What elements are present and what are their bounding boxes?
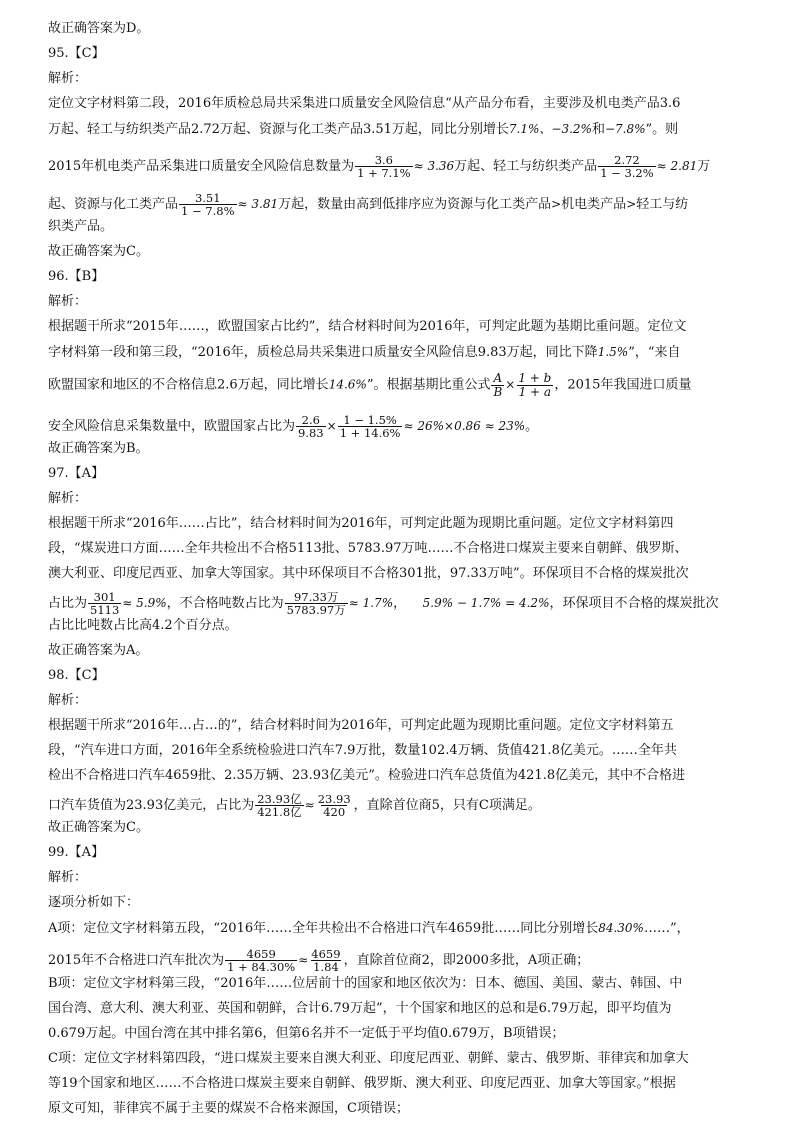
text-line: 织类产品。 xyxy=(48,219,114,234)
math-expression: ≈ 26%×0.86 ≈ 23% xyxy=(403,419,526,434)
text-run: 421.8亿 xyxy=(257,805,302,820)
math-expression: 14.6% xyxy=(328,377,367,392)
math-expression: ≈ 5.9% xyxy=(122,596,167,611)
answer-line: 故正确答案为C。 xyxy=(48,244,149,259)
text-line: 占比比吨数占比高4.2个百分点。 xyxy=(48,618,238,633)
formula-line xyxy=(48,793,541,818)
text-line: 根据题干所求“2016年……占比”，结合材料时间为2016年，可判定此题为现期比重问题。定位文字材料第四 xyxy=(48,516,674,531)
text-run: ， xyxy=(393,596,407,612)
math-expression: 5.9% − 1.7% = 4.2% xyxy=(422,596,550,611)
question-95-heading: 95.【C】 xyxy=(48,46,105,61)
text-run: 301 xyxy=(93,590,116,604)
text-run: 口汽车货值为23.93亿美元，占比为 xyxy=(48,798,255,814)
math-expression: 84.30% xyxy=(598,921,644,935)
formula-line xyxy=(48,591,718,616)
answer-line: 故正确答案为A。 xyxy=(48,643,149,658)
analysis-label: 解析： xyxy=(48,294,88,309)
text-run: 1 − 1.5% xyxy=(343,413,397,427)
formula-line xyxy=(48,948,589,973)
text-run: 1 − 7.8% xyxy=(181,204,235,219)
text-run: 2.6 xyxy=(301,413,320,427)
text-line: 原文可知，菲律宾不属于主要的煤炭不合格来源国，C项错误； xyxy=(48,1101,409,1116)
fraction xyxy=(598,154,655,179)
formula-line xyxy=(48,372,691,398)
text-run: 23.93亿 xyxy=(257,792,302,806)
text-run: ”，“来自 xyxy=(628,345,681,360)
text-run: 万起、轻工与纺织类产品 xyxy=(454,159,598,175)
text-run: 3.6 xyxy=(374,153,393,167)
text-line: 0.679万起。中国台湾在其中排名第6，但第6名并不一定低于平均值0.679万，B项错误； xyxy=(48,1026,565,1041)
math-expression: ≈ xyxy=(304,798,315,813)
text-line: 检出不合格进口汽车4659批、2.35万辆、23.93亿美元”。检验进口汽车总货值为421.8亿美元，其中不合格进 xyxy=(48,768,686,783)
math-expression: × xyxy=(326,419,337,434)
text-line: 段，“汽车进口方面，2016年全系统检验进口汽车7.9万批，数量102.4万辆、货值421.8亿美元。……全年共 xyxy=(48,743,677,758)
formula-line xyxy=(48,414,538,439)
text-run: 9.83 xyxy=(298,426,324,441)
fraction xyxy=(355,154,412,179)
fraction xyxy=(491,372,504,398)
text-run: 轻工与纺 xyxy=(636,197,689,213)
text-line: B项：定位文字材料第三段，“2016年……位居前十的国家和地区依次为：日本、德国、美国、蒙古、韩国、中 xyxy=(48,976,683,991)
fraction xyxy=(225,948,297,973)
answer-line: 故正确答案为D。 xyxy=(48,21,150,36)
text-run: 2015年机电类产品采集进口质量安全风险信息数量为 xyxy=(48,159,355,175)
text-run: 23.93 xyxy=(317,792,351,806)
text-line: 等19个国家和地区……不合格进口煤炭主要来自朝鲜、俄罗斯、澳大利亚、印度尼西亚、加拿大等国家。”根据 xyxy=(48,1076,676,1091)
text-line: 逐项分析如下： xyxy=(48,895,140,910)
text-run: 字材料第一段和第三段，“2016年，质检总局共采集进口质量安全风险信息9.83万起，同比下降 xyxy=(48,345,598,360)
fraction xyxy=(309,948,342,973)
text-run: 420 xyxy=(323,805,346,820)
answer-line: 故正确答案为B。 xyxy=(48,441,149,456)
math-expression: A xyxy=(493,371,503,385)
text-run: 1.84 xyxy=(313,960,339,975)
math-expression: > xyxy=(626,197,637,212)
text-run: ，2015年我国进口质量 xyxy=(554,377,692,393)
text-run: 2.72 xyxy=(614,153,640,167)
formula-line xyxy=(48,192,688,217)
text-run: 1 + 7.1% xyxy=(357,166,411,181)
fraction xyxy=(88,591,121,616)
text-line xyxy=(48,343,680,362)
question-99-heading: 99.【A】 xyxy=(48,845,105,860)
analysis-label: 解析： xyxy=(48,870,88,885)
text-run: 起、资源与化工类产品 xyxy=(48,197,179,213)
text-run: A项：定位文字材料第五段，“2016年……全年共检出不合格进口汽车4659批……同比分别增长 xyxy=(48,921,599,936)
math-expression: > xyxy=(551,197,562,212)
math-expression: 1 + b xyxy=(518,371,552,385)
text-line: 根据题干所求“2015年……，欧盟国家占比约”，结合材料时间为2016年，可判定此题为基期比重问题。定位文 xyxy=(48,319,687,334)
math-expression: ≈ 2.81 xyxy=(656,159,698,174)
text-line: C项：定位文字材料第四段，“进口煤炭主要来自澳大利亚、印度尼西亚、朝鲜、蒙古、俄罗斯、菲律宾和加拿大 xyxy=(48,1051,689,1066)
text-run: 万 xyxy=(697,159,711,175)
text-run: 5783.97万 xyxy=(286,603,346,618)
math-expression: ≈ xyxy=(298,953,309,968)
text-run: 2015年不合格进口汽车批次为 xyxy=(48,953,225,969)
text-line xyxy=(48,120,678,139)
question-97-heading: 97.【A】 xyxy=(48,466,105,481)
fraction xyxy=(316,793,353,818)
text-run: ，环保项目不合格的煤炭批次 xyxy=(549,596,719,612)
math-expression: ≈ 3.81 xyxy=(237,197,279,212)
text-run: 安全风险信息采集数量中，欧盟国家占比为 xyxy=(48,419,296,435)
text-run: 1 + 84.30% xyxy=(227,960,296,975)
text-run: 1 − 3.2% xyxy=(600,166,654,181)
text-run: 万起、轻工与纺织类产品2.72万起、资源与化工类产品3.51万起，同比分别增长 xyxy=(48,122,509,137)
math-expression: ≈ 3.36 xyxy=(413,159,455,174)
text-run: 和 xyxy=(591,122,605,137)
analysis-label: 解析： xyxy=(48,491,88,506)
question-96-heading: 96.【B】 xyxy=(48,269,105,284)
text-line: 澳大利亚、印度尼西亚、加拿大等国家。其中环保项目不合格301批，97.33万吨”。环保项目不合格的煤炭批次 xyxy=(48,566,689,581)
math-expression: B xyxy=(493,384,503,399)
text-line: 定位文字材料第二段，2016年质检总局共采集进口质量安全风险信息“从产品分布看，主要涉及机电类产品3.6 xyxy=(48,96,681,111)
text-line: 国台湾、意大利、澳大利亚、英国和朝鲜，合计6.79万起”，十个国家和地区的总和是6.79万起，即平均值为 xyxy=(48,1001,672,1016)
fraction xyxy=(255,793,303,818)
formula-line xyxy=(48,154,710,179)
question-98-heading: 98.【C】 xyxy=(48,668,105,683)
text-run: 3.51 xyxy=(194,191,221,205)
math-expression: 1 + a xyxy=(518,384,552,399)
text-run: ，直除首位商2，即2000多批，A项正确； xyxy=(343,953,590,969)
fraction xyxy=(338,414,403,439)
text-run: 占比为 xyxy=(48,596,88,612)
text-run: 1 + 14.6% xyxy=(339,426,401,441)
fraction xyxy=(516,372,553,398)
text-run: 4659 xyxy=(311,947,341,961)
math-expression: 1.5% xyxy=(597,345,629,359)
fraction xyxy=(285,591,348,616)
math-expression: 、−3.2% xyxy=(539,122,592,136)
text-run: ，直除首位商5，只有C项满足。 xyxy=(353,798,541,814)
text-run: ……”， xyxy=(643,921,690,936)
answer-line: 故正确答案为C。 xyxy=(48,820,149,835)
text-line: 根据题干所求“2016年…占…的”，结合材料时间为2016年，可判定此题为现期比重问题。定位文字材料第五 xyxy=(48,718,674,733)
math-expression: −7.8% xyxy=(604,122,646,136)
analysis-label: 解析： xyxy=(48,71,88,86)
fraction xyxy=(296,414,326,439)
text-line: 段，“煤炭进口方面……全年共检出不合格5113批、5783.97万吨……不合格进口煤炭主要来自朝鲜、俄罗斯、 xyxy=(48,541,688,556)
text-run: 5113 xyxy=(90,603,120,618)
text-run: ”。根据基期比重公式 xyxy=(366,377,491,393)
text-run: 4659 xyxy=(246,947,276,961)
analysis-label: 解析： xyxy=(48,693,88,708)
text-run: ”。则 xyxy=(645,122,679,137)
math-expression: ≈ 1.7% xyxy=(348,596,394,611)
text-run: 欧盟国家和地区的不合格信息2.6万起，同比增长 xyxy=(48,377,329,393)
fraction xyxy=(179,192,236,217)
text-run: ，不合格吨数占比为 xyxy=(166,596,284,612)
text-run: 机电类产品 xyxy=(561,197,627,213)
math-expression: × xyxy=(505,377,516,392)
math-expression: 7.1% xyxy=(508,122,540,136)
text-line xyxy=(48,919,690,938)
text-run: 万起，数量由高到低排序应为资源与化工类产品 xyxy=(278,197,552,213)
text-run: 97.33万 xyxy=(293,590,339,604)
text-run: 。 xyxy=(525,419,539,435)
